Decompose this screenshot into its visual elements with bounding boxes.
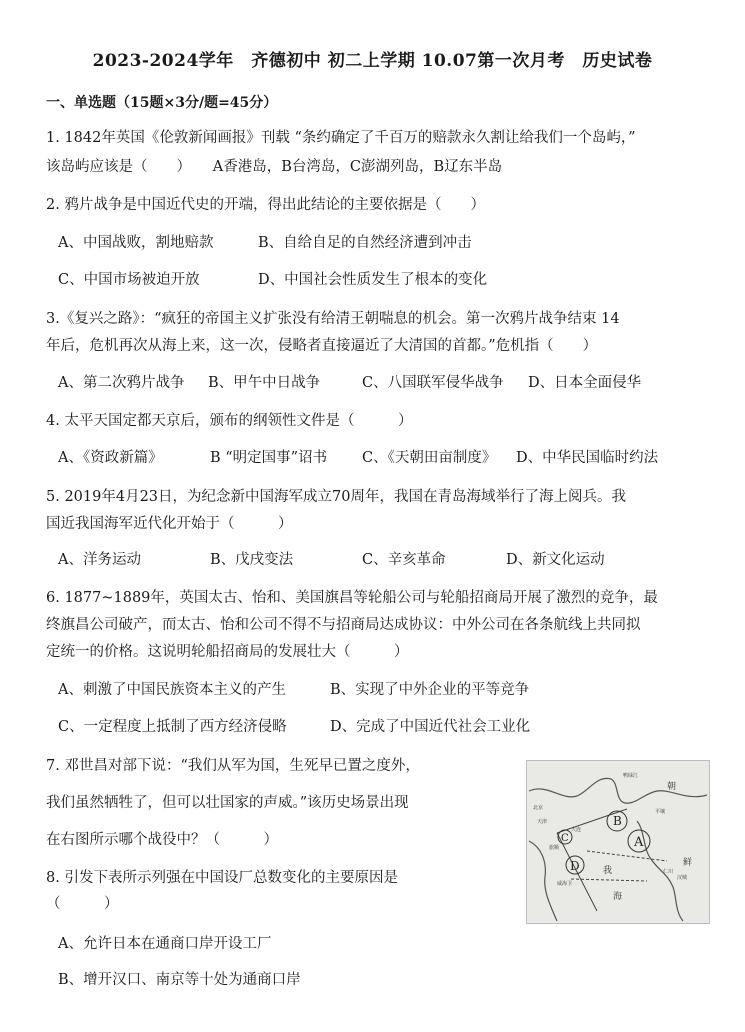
map-label-b: B: [613, 814, 622, 828]
q5-option-c: C、辛亥革命: [362, 552, 446, 568]
exam-title: 2023-2024学年 齐德初中 初二上学期 10.07第一次月考 历史试卷: [92, 51, 653, 71]
map-coastline-west: [529, 841, 557, 921]
q6-option-b: B、实现了中外企业的平等竞争: [330, 682, 530, 698]
map-coastline-north: [529, 778, 707, 803]
q6-line2: 终旗昌公司破产，而太古、怡和公司不得不与招商局达成协议：中外公司在各条航线上共同拟: [46, 617, 641, 633]
q3-line1: 3.《复兴之路》：“疯狂的帝国主义扩张没有给清王朝喘息的机会。第一次鸦片战争结束 14: [46, 311, 620, 327]
q2-stem: 2. 鸦片战争是中国近代史的开端，得出此结论的主要依据是（ ）: [46, 197, 485, 213]
map-label-hai: 海: [613, 892, 623, 902]
q8-line2: （ ）: [46, 896, 119, 912]
map-label-tianjin: 天津: [537, 819, 548, 825]
q4-stem: 4. 太平天国定都天京后，颁布的纲领性文件是（ ）: [46, 413, 413, 429]
map-label-renchuan: 仁川: [663, 869, 674, 875]
q7-line1: 7. 邓世昌对部下说：“我们从军为国，生死早已置之度外，: [46, 758, 420, 774]
q2-option-c: C、中国市场被迫开放: [58, 272, 200, 288]
q5-option-b: B、戊戌变法: [210, 552, 294, 568]
q8-line1: 8. 引发下表所示列强在中国设厂总数变化的主要原因是: [46, 870, 398, 886]
q2-option-b: B、自给自足的自然经济遭到冲击: [258, 235, 472, 251]
q5-line1: 5. 2019年4月23日，为纪念新中国海军成立70周年，我国在青岛海域举行了海上阅兵。我: [46, 489, 626, 505]
map-label-pingrang: 平壤: [655, 809, 666, 815]
q7-line3: 在右图所示哪个战役中？（ ）: [46, 832, 278, 848]
q8-option-b: B、增开汉口、南京等十处为通商口岸: [58, 972, 301, 988]
q1-line1: 1. 1842年英国《伦敦新闻画报》刊载 “条约确定了千百万的赔款永久割让给我们一个岛屿，”: [46, 130, 636, 146]
q6-line3: 定统一的价格。这说明轮船招商局的发展壮大（ ）: [46, 644, 409, 660]
map-label-d: D: [570, 859, 580, 873]
q3-option-c: C、八国联军侵华战争: [362, 375, 504, 391]
map-label-xian: 鲜: [683, 858, 693, 868]
q1-line2: 该岛屿应该是（ ） A香港岛，B台湾岛，C澎湖列岛，B辽东半岛: [46, 159, 503, 175]
q4-option-c: C、《天朝田亩制度》: [362, 450, 497, 466]
map-label-chao: 朝: [667, 782, 677, 792]
q6-option-c: C、一定程度上抵制了西方经济侵略: [58, 719, 287, 735]
map-label-lvshun: 旅顺: [549, 845, 560, 851]
q4-option-b: B “明定国事”诏书: [210, 450, 328, 466]
q8-option-a: A、允许日本在通商口岸开设工厂: [58, 936, 272, 952]
q2-option-a: A、中国战败，割地赔款: [58, 235, 214, 251]
map-label-beijing: 北京: [533, 805, 544, 811]
q5-option-a: A、洋务运动: [58, 552, 141, 568]
map-label-yalu: 鸭绿江: [623, 773, 639, 779]
q6-line1: 6. 1877~1889年，英国太古、怡和、美国旗昌等轮船公司与轮船招商局开展了激烈的竞争，最: [46, 590, 658, 606]
q3-option-b: B、甲午中日战争: [208, 375, 321, 391]
sino-japanese-war-map: [526, 760, 710, 924]
map-label-hancheng: 汉城: [677, 875, 688, 881]
q2-option-d: D、中国社会性质发生了根本的变化: [258, 272, 488, 288]
q6-option-a: A、刺激了中国民族资本主义的产生: [58, 682, 286, 698]
q7-line2: 我们虽然牺牲了，但可以壮国家的声威。”该历史场景出现: [46, 795, 409, 811]
map-label-wo: 我: [603, 866, 613, 876]
map-label-c: C: [561, 833, 569, 844]
map-label-a: A: [634, 835, 644, 850]
section-heading: 一、单选题（15题×3分/题=45分）: [46, 95, 278, 111]
map-coastline-peninsula: [637, 821, 683, 921]
map-label-weihaiwei: 威海卫: [557, 881, 573, 887]
q3-line2: 年后，危机再次从海上来，这一次，侵略者直接逼近了大清国的首都。”危机指（ ）: [46, 338, 598, 354]
q5-line2: 国近我国海军近代化开始于（ ）: [46, 516, 293, 532]
q5-option-d: D、新文化运动: [506, 552, 605, 568]
q3-option-a: A、第二次鸦片战争: [58, 375, 185, 391]
q4-option-a: A、《资政新篇》: [58, 450, 163, 466]
map-label-dalian: 大连: [571, 827, 582, 833]
q3-option-d: D、日本全面侵华: [528, 375, 642, 391]
q4-option-d: D、中华民国临时约法: [516, 450, 659, 466]
q6-option-d: D、完成了中国近代社会工业化: [330, 719, 531, 735]
